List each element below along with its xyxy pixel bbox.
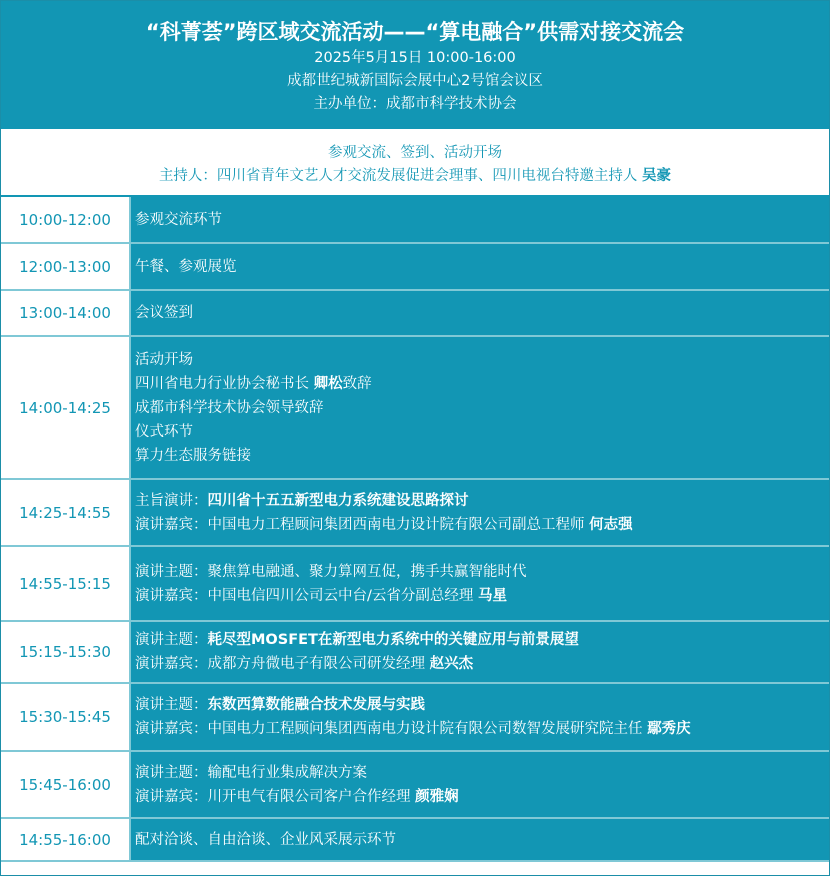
- description-line: [135, 513, 829, 537]
- schedule-time: 14:25-14:55: [1, 479, 130, 546]
- line-text: 仪式环节: [135, 423, 193, 440]
- schedule-row: [1, 479, 829, 546]
- agenda-header: [1, 1, 829, 129]
- line-text: 算力生态服务链接: [135, 447, 251, 464]
- line-suffix: 致辞: [342, 375, 372, 392]
- line-bold-text: 鄢秀庆: [647, 721, 691, 737]
- line-text: 演讲嘉宾：中国电信四川公司云中台/云省分副总经理: [135, 587, 478, 604]
- agenda-title: “科菁荟”跨区域交流活动——“算电融合”供需对接交流会: [145, 20, 685, 44]
- schedule-time: 14:00-14:25: [1, 336, 130, 479]
- description-line: [135, 372, 829, 396]
- description-line: [135, 489, 829, 513]
- line-text: 成都市科学技术协会领导致辞: [135, 399, 324, 416]
- schedule-table: [1, 197, 829, 862]
- line-text: 主旨演讲：: [135, 492, 208, 509]
- schedule-row: [1, 751, 829, 818]
- line-bold-text: 何志强: [589, 516, 633, 533]
- schedule-description: [130, 290, 829, 336]
- schedule-description: [130, 751, 829, 818]
- line-bold-text: 耗尽型MOSFET在新型电力系统中的关键应用与前景展望: [207, 632, 579, 648]
- schedule-row: [1, 336, 829, 479]
- schedule-time: 10:00-12:00: [1, 197, 130, 243]
- line-bold-text: 东数西算数能融合技术发展与实践: [207, 697, 425, 713]
- schedule-description: [130, 683, 829, 751]
- line-bold-text: 颜雅娴: [415, 788, 459, 805]
- schedule-description: [130, 336, 829, 479]
- description-line: [135, 628, 829, 652]
- schedule-time: 14:55-15:15: [1, 546, 130, 621]
- line-text: 演讲嘉宾：川开电气有限公司客户合作经理: [135, 788, 416, 805]
- description-line: [135, 828, 829, 852]
- schedule-time: 15:30-15:45: [1, 683, 130, 751]
- schedule-description: [130, 546, 829, 621]
- event-date: 2025年5月15日 10:00-16:00: [314, 50, 516, 66]
- description-line: [135, 208, 829, 232]
- description-line: [135, 717, 829, 741]
- line-text: 演讲嘉宾：中国电力工程顾问集团西南电力设计院有限公司数智发展研究院主任: [135, 721, 648, 737]
- schedule-time: 12:00-13:00: [1, 243, 130, 290]
- line-text: 会议签到: [135, 305, 193, 321]
- line-text: 演讲主题：: [135, 632, 208, 648]
- schedule-row: [1, 546, 829, 621]
- line-text: 演讲主题：: [135, 697, 208, 713]
- description-line: [135, 652, 829, 676]
- schedule-time: 13:00-14:00: [1, 290, 130, 336]
- schedule-time: 14:55-16:00: [1, 818, 130, 861]
- session-intro: [1, 129, 829, 197]
- line-bold-text: 马星: [478, 587, 507, 604]
- description-line: [135, 693, 829, 717]
- line-text: 配对洽谈、自由洽谈、企业风采展示环节: [135, 831, 396, 848]
- description-line: [135, 761, 829, 785]
- schedule-description: [130, 479, 829, 546]
- schedule-description: [130, 197, 829, 243]
- line-text: 活动开场: [135, 351, 193, 368]
- session-host: [1, 165, 829, 188]
- description-line: [135, 785, 829, 809]
- host-name: 吴豪: [642, 168, 672, 184]
- line-text: 参观交流环节: [135, 211, 222, 228]
- schedule-row: [1, 197, 829, 243]
- event-venue: 成都世纪城新国际会展中心2号馆会议区: [287, 73, 543, 89]
- schedule-row: [1, 621, 829, 683]
- description-line: [135, 420, 829, 444]
- host-prefix: 主持人：四川省青年文艺人才交流发展促进会理事、四川电视台特邀主持人: [158, 168, 643, 184]
- line-bold-text: 赵兴杰: [429, 656, 474, 672]
- schedule-row: [1, 683, 829, 751]
- schedule-time: 15:15-15:30: [1, 621, 130, 683]
- line-bold-text: 卿松: [313, 375, 343, 392]
- line-text: 四川省电力行业协会秘书长: [135, 375, 314, 392]
- description-line: [135, 396, 829, 420]
- line-text: 演讲嘉宾：成都方舟微电子有限公司研发经理: [135, 656, 430, 672]
- schedule-description: [130, 243, 829, 290]
- line-text: 演讲嘉宾：中国电力工程顾问集团西南电力设计院有限公司副总工程师: [135, 516, 590, 533]
- session-intro-title: 参观交流、签到、活动开场: [328, 145, 502, 161]
- schedule-description: [130, 621, 829, 683]
- line-text: 演讲主题：聚焦算电融通、聚力算网互促，携手共赢智能时代: [135, 563, 527, 580]
- line-text: 演讲主题：输配电行业集成解决方案: [135, 764, 367, 781]
- description-line: [135, 301, 829, 325]
- schedule-row: [1, 818, 829, 861]
- event-organizer: 主办单位：成都市科学技术协会: [313, 96, 517, 112]
- description-line: [135, 560, 829, 584]
- description-line: [135, 444, 829, 468]
- line-text: 午餐、参观展览: [135, 258, 237, 275]
- schedule-row: [1, 290, 829, 336]
- schedule-time: 15:45-16:00: [1, 751, 130, 818]
- description-line: [135, 584, 829, 608]
- schedule-row: [1, 243, 829, 290]
- schedule-description: [130, 818, 829, 861]
- description-line: [135, 348, 829, 372]
- description-line: [135, 255, 829, 279]
- line-bold-text: 四川省十五五新型电力系统建设思路探讨: [207, 492, 469, 509]
